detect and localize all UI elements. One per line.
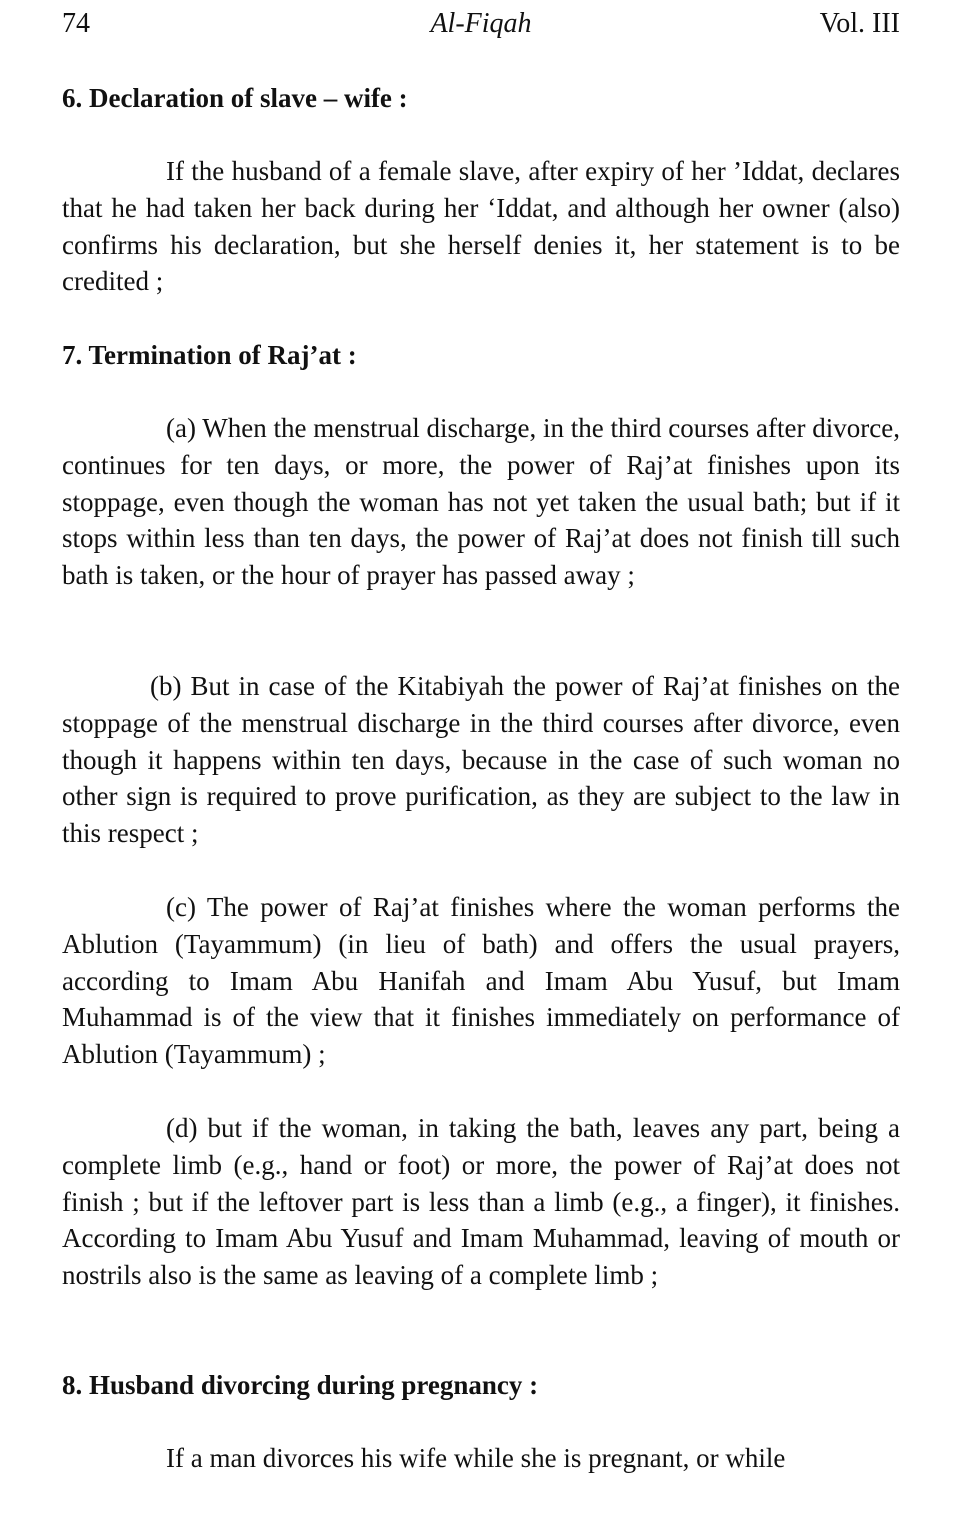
section-6-paragraph: If the husband of a female slave, after expiry of her ’Iddat, declares that he had taken her back during her ‘Iddat, and although her owner (also) confirms his declaration, but she herself denies it, her statement is to be credited ;: [62, 156, 900, 297]
section-6-heading: 6. Declaration of slave – wife :: [62, 83, 408, 113]
section-8-heading: 8. Husband divorcing during pregnancy :: [62, 1370, 539, 1400]
section-7-heading: 7. Termination of Raj’at :: [62, 340, 357, 370]
section-7-paragraph-c: (c) The power of Raj’at finishes where the woman performs the Ablution (Tayammum) (in lieu of bath) and offers the usual prayers, according to Imam Abu Hanifah and Imam Abu Yusuf, but Imam Muhammad is of the view that it finishes immediately on performance of Ablution (Tayammum) ;: [62, 892, 900, 1070]
book-page: [62, 0, 900, 1530]
running-head: [62, 6, 900, 46]
section-7-paragraph-a: (a) When the menstrual discharge, in the third courses after divorce, continues for ten days, or more, the power of Raj’at finishes upon its stoppage, even though the woman has not yet taken the usual bath; but if it stops within less than ten days, the power of Raj’at does not finish till such bath is taken, or the hour of prayer has passed away ;: [62, 413, 900, 591]
section-8-paragraph: If a man divorces his wife while she is pregnant, or while: [166, 1443, 786, 1473]
section-7-paragraph-b: (b) But in case of the Kitabiyah the power of Raj’at finishes on the stoppage of the menstrual discharge in the third courses after divorce, even though it happens within ten days, because in the case of such woman no other sign is required to prove purification, as they are subject to the law in this respect ;: [62, 671, 900, 849]
section-7-paragraph-d: (d) but if the woman, in taking the bath, leaves any part, being a complete limb (e.g., hand or foot) or more, the power of Raj’at does not finish ; but if the leftover part is less than a limb (e.g., a finger), it finishes. According to Imam Abu Yusuf and Imam Muhammad, leaving of mouth or nostrils also is the same as leaving of a complete limb ;: [62, 1113, 900, 1291]
book-title: Al-Fiqah: [430, 8, 532, 39]
volume-label: Vol. III: [819, 8, 900, 39]
page-number: 74: [62, 8, 90, 39]
